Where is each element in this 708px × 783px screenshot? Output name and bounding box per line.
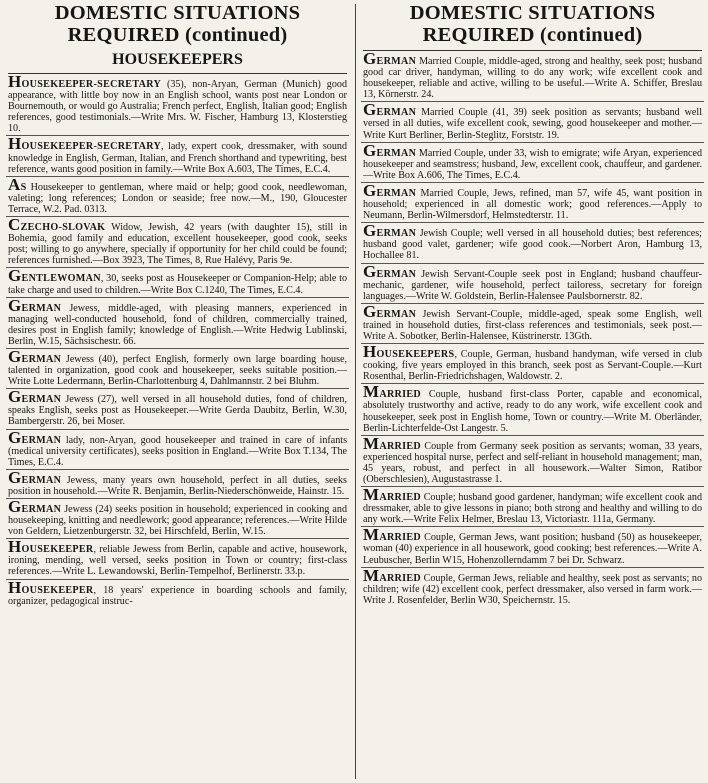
column-divider <box>355 4 356 779</box>
ad-body-text: Housekeeper to gentleman, where maid or help; good cook, needlewoman, valeting; long references; London or seaside; free now.—M., 190, Gloucester Terrace, W.2. Pad. 0313. <box>8 181 347 215</box>
ad-initial-letter: G <box>8 295 22 315</box>
ad-body-text: Couple from Germany seek position as servants; woman, 33 years, experienced hospital nurse, perfect and self-reliant in household management; man, 45 years, robust, and perfect in all housework.—Walter Simon, Ratibor (Oberschlesien), Augustastrasse 1. <box>363 440 702 485</box>
ad-initial-letter: G <box>363 180 377 200</box>
ad-body-text: (35), non-Aryan, German (Munich) good appearance, with little boy now in an English school, wants post near London or Bournemouth, or would go Australia; French perfect, English, Italian good; English references, good testimonials.—Write Mrs. W. Fischer, Hamburg 13, Klosterstieg 10. <box>8 79 347 135</box>
classified-ad <box>6 174 349 217</box>
classified-ad <box>361 51 704 102</box>
classified-ad <box>361 565 704 607</box>
ad-initial-letter: M <box>363 525 380 545</box>
ad-initial-letter: G <box>8 497 22 516</box>
ad-lead-word: OUSEKEEPER-SECRETARY <box>21 141 162 153</box>
classified-ad <box>361 261 704 304</box>
classified-ad <box>361 527 704 567</box>
classified-ad <box>6 389 349 429</box>
ad-body-text: Couple, German Jews, reliable and healthy, seek post as servants; no children; wife (42) excellent cook, perfect dressmaker, also versed in farm work.—Write J. Rosenfelder, Berlin W30, Speichernstr. 15. <box>363 572 702 606</box>
classified-ad <box>361 384 704 435</box>
ad-body-text: , reliable Jewess from Berlin, capable and active, housework, ironing, mending, well versed, seeks position in Town or country; first-class references.—Write L. Lewandowski, Berlin-Tempelhof, Berlinerstr. 33.p. <box>8 544 347 578</box>
ad-body-text: Jewess (27), well versed in all household duties, fond of children, speaks English, seeks post as Housekeeper.—Write Gerda Daubitz, Berlin, W.30, Bambergerstr. 26, bei Moser. <box>8 394 347 428</box>
ad-body-text: Married Couple, under 33, wish to emigrate; wife Aryan, experienced housekeeper and seamstress; husband, Jew, excellent cook, chauffeur, and gardener.—Write Box A.606, The Times, E.C.4. <box>363 147 702 181</box>
ad-lead-word: ERMAN <box>376 107 417 119</box>
ad-initial-letter: G <box>8 346 22 366</box>
classified-ad <box>6 295 349 349</box>
ad-body-text: Jewish Couple; well versed in all household duties; best references; husband good valet, gardener; wife good cook.—Norbert Aron, Hamburg 13, Hochallee 81. <box>363 228 702 262</box>
classified-ad <box>6 427 349 470</box>
ad-lead-word: S <box>20 181 27 193</box>
ad-body-text: Jewish Servant-Couple, middle-aged, speak some English, well trained in household duties, first-class references and testimonials, seek post.—Write A. Sobotker, Berlin-Halensee, Küstrinerstr. 13Gth. <box>363 308 702 342</box>
ad-body-text: Jewess (24) seeks position in household; experienced in cooking and housekeeping, knitting and needlework; good appearance; references.—Write Hilde von Geldern, Lietzenburgerstr. 32, bei Hirschfeld, Berlin, W.15. <box>8 504 348 538</box>
right-ad-list <box>361 51 704 607</box>
ad-lead-word: OUSEKEEPERS <box>376 349 455 361</box>
ad-lead-word: ERMAN <box>21 394 62 406</box>
classified-ad <box>361 223 704 263</box>
ad-initial-letter: H <box>8 72 22 91</box>
left-ad-list <box>6 74 349 608</box>
ad-lead-word: OUSEKEEPER <box>21 544 94 556</box>
ad-body-text: Jewess, middle-aged, with pleasing manners, experienced in managing well-conducted household, fond of children, commercially trained, desires post in English family; knowledge of English.—Write Hedwig Lublinski, Berlin, W.15, Sächsischestr. 66. <box>8 302 347 347</box>
ad-lead-word: ERMAN <box>376 56 417 67</box>
ad-lead-word: ERMAN <box>376 147 417 159</box>
ad-initial-letter: G <box>363 261 377 281</box>
ad-initial-letter: H <box>8 537 22 557</box>
classified-ad <box>361 344 704 384</box>
classified-ad <box>361 180 704 223</box>
ad-body-text: Jewess (40), perfect English, formerly own large boarding house, talented in organization, good cook and housekeeper, seeks suitable position.—Write Lotte Ledermann, Berlin-Charlottenburg 4, Dahlmannstr. 2 bei Bluhm. <box>8 353 347 388</box>
ad-body-text: Widow, Jewish, 42 years (with daughter 15), still in Bohemia, good family and education, excellent housekeeper, good cook, seeks post; willing to go anywhere, specially if opportunity for her child could be found; references furnished.—Box 3923, The Times, 8, Rue Halévy, Paris 9e. <box>8 222 347 267</box>
ad-initial-letter: G <box>8 427 22 447</box>
classified-ad <box>6 577 349 608</box>
ad-lead-word: ERMAN <box>21 434 62 446</box>
ad-body-text: , Couple, German, husband handyman, wife versed in club cooking, five years employed in this branch, seek post as Servant-Couple.—Kurt Rosenthal, Berlin-Friedrichshagen, Waldowstr. 2. <box>363 349 702 383</box>
right-column <box>361 0 704 783</box>
left-column-heading: DOMESTIC SITUATIONS REQUIRED (continued) <box>54 2 301 46</box>
classified-ad <box>6 217 349 268</box>
ad-lead-word: ARRIED <box>379 572 421 584</box>
ad-lead-word: ERMAN <box>376 268 417 280</box>
ad-lead-word: OUSEKEEPER <box>21 584 94 596</box>
ad-body-text: , 30, seeks post as Housekeeper or Companion-Help; able to take charge and used to children.—Write Box C.1240, The Times, E.C.4. <box>8 273 347 296</box>
ad-lead-word: ARRIED <box>379 440 421 452</box>
classified-ad <box>6 268 349 297</box>
right-column-heading: DOMESTIC SITUATIONS REQUIRED (continued) <box>409 2 656 46</box>
ad-initial-letter: C <box>8 215 21 235</box>
ad-body-text: , lady, expert cook, dressmaker, with sound knowledge in English, German, Italian, and French shorthand and typewriting, best reference, wants good position in family.—Write Box A.603, The Times, E.C.4. <box>8 141 347 175</box>
ad-lead-word: ERMAN <box>21 504 62 515</box>
classified-ad <box>6 467 349 499</box>
ad-lead-word: ZECHO-SLOVAK <box>20 222 106 234</box>
ad-body-text: Married Couple (41, 39) seek position as servants; husband well versed in all duties, wife excellent cook, sewing, good housekeeper and mother.—Write Kurt Berliner, Berlin-Steglitz, Forststr. 19. <box>363 107 702 141</box>
ad-initial-letter: G <box>363 140 377 160</box>
ad-body-text: Couple; husband good gardener, handyman; wife excellent cook and dressmaker, able to give lessons in piano; both strong and healthy and willing to do any work.—Write Felix Helmer, Breslau 13, Victoriastr. 111a, Germany. <box>363 492 702 526</box>
classified-ad <box>361 140 704 183</box>
ad-initial-letter: H <box>8 134 22 154</box>
ad-initial-letter: G <box>8 387 22 407</box>
classified-ad <box>361 301 704 344</box>
ad-lead-word: ERMAN <box>376 187 417 199</box>
ad-body-text: lady, non-Aryan, good housekeeper and trained in care of infants (medical university certificates), seeks position in England.—Write Box T.134, The Times, E.C.4. <box>8 434 347 468</box>
ad-body-text: Jewess, many years own household, perfect in all duties, seeks position in household.—Write R. Benjamin, Berlin-Niederschönweide, Hainstr. 15. <box>8 474 347 497</box>
classified-ad <box>6 499 349 539</box>
ad-body-text: Married Couple, middle-aged, strong and healthy, seek post; husband good car driver, handyman, willing to do any work; wife excellent cook and housekeeper, reliable and active, willing to be useful.—Write A. Schiffer, Breslau 13, Körnerstr. 24. <box>363 56 702 101</box>
ad-initial-letter: M <box>363 433 380 453</box>
ad-lead-word: ENTLEWOMAN <box>21 273 101 285</box>
ad-body-text: Married Couple, Jews, refined, man 57, wife 45, want position in household; experienced in all domestic work; good references.—Apply to Neumann, Berlin-Wilmersdorf, Helmstedterstr. 11. <box>363 187 702 222</box>
ad-initial-letter: G <box>363 49 377 68</box>
housekeepers-subheading: HOUSEKEEPERS <box>112 51 243 68</box>
classified-ad <box>361 102 704 142</box>
ad-initial-letter: M <box>363 485 380 505</box>
ad-initial-letter: M <box>363 565 380 585</box>
ad-lead-word: OUSEKEEPER-SECRETARY <box>21 79 162 90</box>
ad-lead-word: ARRIED <box>379 532 421 544</box>
classified-ad <box>6 74 349 136</box>
ad-lead-word: ARRIED <box>379 389 421 401</box>
classified-ad <box>6 346 349 389</box>
ad-initial-letter: M <box>363 382 380 402</box>
ad-body-text: Couple, German Jews, want position; husband (50) as housekeeper, woman (40) experience in all housework, good cooking; best references.—Write A. Leubuscher, Berlin W15, Hohenzollerndamm 7 bei Dr. Schwarz. <box>363 532 702 566</box>
ad-lead-word: ERMAN <box>21 353 62 365</box>
ad-body-text: , 18 years' experience in boarding schools and family, organizer, pedagogical instruc- <box>8 584 347 607</box>
ad-initial-letter: G <box>8 266 22 286</box>
ad-body-text: Couple, husband first-class Porter, capable and economical, absolutely trustworthy and active, ready to do any work, wife excellent cook and housekeeper, seek post in English home, Town or country.—Write M. Oberländer, Berlin-Lichterfelde-Ost Langestr. 5. <box>363 389 702 434</box>
left-column <box>6 0 349 783</box>
ad-initial-letter: G <box>363 100 377 120</box>
ad-initial-letter: G <box>363 221 377 241</box>
ad-lead-word: ERMAN <box>21 302 62 314</box>
ad-lead-word: ERMAN <box>21 474 62 486</box>
ad-initial-letter: H <box>8 577 22 597</box>
classified-ad <box>6 136 349 176</box>
ad-initial-letter: G <box>363 301 377 321</box>
classified-ad <box>6 539 349 579</box>
ad-body-text: Jewish Servant-Couple seek post in England; husband chauffeur-mechanic, gardener, wife household, perfect tailoress, secretary for foreign languages.—Write W. Goldstein, Berlin-Halensee Paulsbornerstr. 82. <box>363 268 702 302</box>
classified-ad <box>361 433 704 487</box>
ad-lead-word: ERMAN <box>376 228 417 240</box>
ad-lead-word: ERMAN <box>376 308 417 320</box>
ad-initial-letter: A <box>8 174 21 194</box>
ad-lead-word: ARRIED <box>379 492 421 504</box>
ad-initial-letter: G <box>8 467 22 487</box>
classified-ad <box>361 487 704 527</box>
ad-initial-letter: H <box>363 342 377 362</box>
